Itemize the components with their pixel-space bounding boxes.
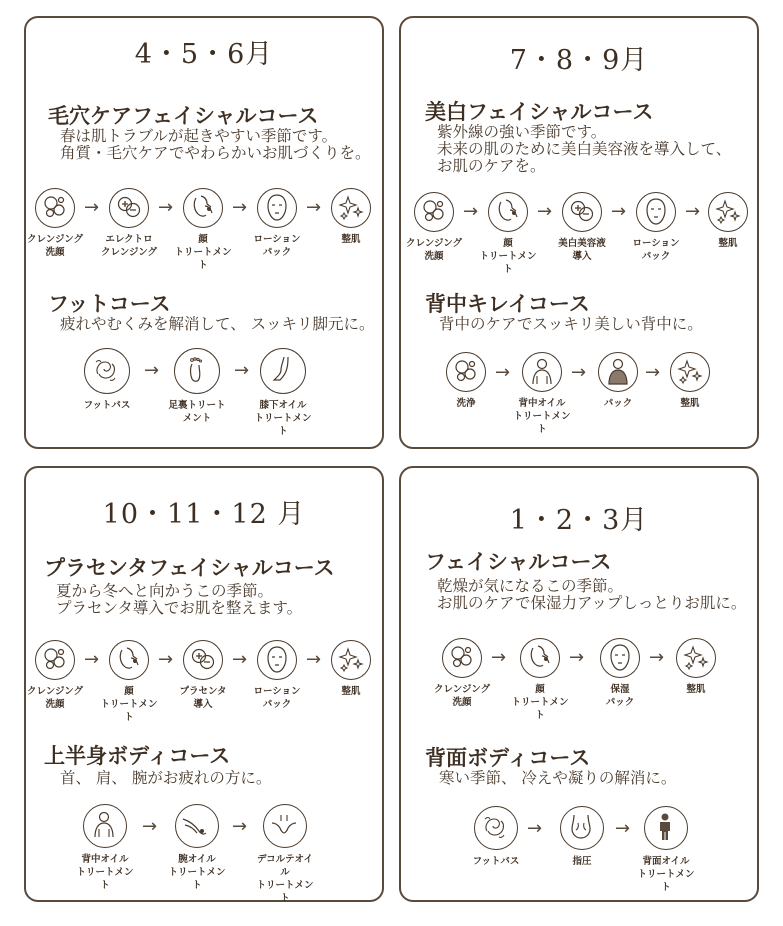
arrow-icon: → bbox=[611, 201, 627, 222]
electro-icon bbox=[113, 192, 145, 224]
panel-autumn bbox=[24, 466, 384, 902]
course-title-back-beauty: 背中キレイコース bbox=[425, 291, 590, 316]
bubbles-icon bbox=[450, 356, 482, 388]
step-foot-bath bbox=[76, 348, 138, 412]
step-label: 背中オイル トリートメント bbox=[76, 854, 134, 891]
step-label: 足裏トリートメント bbox=[168, 400, 226, 424]
step-label: デコルテオイル トリートメント bbox=[256, 854, 314, 904]
course-desc-foot: 疲れやむくみを解消して、 スッキリ脚元に。 bbox=[60, 315, 375, 333]
arrow-icon: → bbox=[527, 818, 543, 839]
sparkle-icon bbox=[680, 642, 712, 674]
step-skin-finish bbox=[659, 352, 721, 410]
arrow-icon: → bbox=[234, 360, 250, 381]
face-hand-icon bbox=[113, 644, 145, 676]
arrow-icon: → bbox=[649, 647, 665, 668]
step-label: フットバス bbox=[83, 400, 131, 411]
arrow-icon: → bbox=[491, 647, 507, 668]
course-desc-back-body: 寒い季節、 冷えや凝りの解消に。 bbox=[439, 769, 677, 787]
step-pack bbox=[587, 352, 649, 410]
step-label: 背中オイル トリートメント bbox=[513, 398, 571, 435]
course-desc-back-beauty: 背中のケアでスッキリ美しい背中に。 bbox=[439, 315, 703, 333]
face-mask-icon bbox=[261, 644, 293, 676]
swirl-icon bbox=[90, 354, 122, 386]
step-back-oil bbox=[74, 804, 136, 892]
step-label: クレンジング 洗顔 bbox=[433, 684, 491, 708]
step-arm-oil bbox=[166, 804, 228, 892]
step-label: ローション パック bbox=[253, 234, 301, 258]
season-title: 10・11・12 月 bbox=[102, 499, 306, 530]
back-icon bbox=[526, 356, 558, 388]
course-desc-pore-care: 春は肌トラブルが起きやすい季節です。 角質・毛穴ケアでやわらかいお肌づくりを。 bbox=[60, 127, 371, 162]
step-label: 整肌 bbox=[341, 686, 361, 697]
step-skin-finish bbox=[697, 192, 759, 250]
arrow-icon: → bbox=[84, 197, 100, 218]
step-skin-finish bbox=[320, 188, 382, 246]
step-back-oil bbox=[511, 352, 573, 436]
step-label: プラセンタ 導入 bbox=[179, 686, 227, 710]
step-label: 美白美容液 導入 bbox=[558, 238, 606, 262]
face-hand-icon bbox=[187, 192, 219, 224]
sparkle-icon bbox=[674, 356, 706, 388]
step-label: 整肌 bbox=[341, 234, 361, 245]
step-back-oil bbox=[635, 806, 697, 894]
step-label: 整肌 bbox=[718, 238, 738, 249]
step-label: フットバス bbox=[472, 856, 520, 867]
step-lotion-pack bbox=[246, 188, 308, 259]
course-desc-placenta: 夏から冬へと向かうこの季節。 プラセンタ導入でお肌を整えます。 bbox=[56, 582, 303, 617]
face-hand-icon bbox=[524, 642, 556, 674]
step-face-treatment bbox=[98, 640, 160, 724]
arrow-icon: → bbox=[142, 816, 158, 837]
sparkle-icon bbox=[335, 644, 367, 676]
step-label: 整肌 bbox=[680, 398, 700, 409]
step-cleansing bbox=[403, 192, 465, 263]
arrow-icon: → bbox=[306, 197, 322, 218]
step-label: クレンジング 洗顔 bbox=[26, 686, 84, 710]
step-label: クレンジング 洗顔 bbox=[405, 238, 463, 262]
panel-summer bbox=[399, 16, 759, 449]
arrow-icon: → bbox=[569, 647, 585, 668]
step-label: 顔 トリートメント bbox=[511, 684, 569, 721]
panel-winter bbox=[399, 466, 759, 902]
step-label: 背面オイル トリートメント bbox=[637, 856, 695, 893]
step-skin-finish bbox=[665, 638, 727, 696]
arrow-icon: → bbox=[645, 362, 661, 383]
panel-spring bbox=[24, 16, 384, 449]
face-hand-icon bbox=[492, 196, 524, 228]
step-leg-oil bbox=[252, 348, 314, 438]
arrow-icon: → bbox=[232, 816, 248, 837]
bubbles-icon bbox=[418, 196, 450, 228]
course-title-upper-body: 上半身ボディコース bbox=[44, 743, 231, 768]
step-label: 保湿 パック bbox=[605, 684, 635, 708]
step-skin-finish bbox=[320, 640, 382, 698]
step-moisture-pack bbox=[589, 638, 651, 709]
shiatsu-icon bbox=[565, 811, 597, 843]
step-label: パック bbox=[603, 398, 633, 409]
face-mask-icon bbox=[640, 196, 672, 228]
bubbles-icon bbox=[39, 644, 71, 676]
sparkle-icon bbox=[335, 192, 367, 224]
sparkle-icon bbox=[712, 196, 744, 228]
face-mask-icon bbox=[604, 642, 636, 674]
step-label: エレクトロ クレンジング bbox=[100, 234, 158, 258]
arrow-icon: → bbox=[158, 197, 174, 218]
step-face-treatment bbox=[172, 188, 234, 272]
face-mask-icon bbox=[261, 192, 293, 224]
course-title-placenta: プラセンタフェイシャルコース bbox=[44, 555, 335, 580]
step-sole-treatment bbox=[166, 348, 228, 425]
step-cleansing bbox=[431, 638, 493, 709]
step-label: 膝下オイル トリートメント bbox=[254, 400, 312, 437]
bubbles-icon bbox=[446, 642, 478, 674]
step-electro bbox=[98, 188, 160, 259]
arrow-icon: → bbox=[144, 360, 160, 381]
step-lotion-pack bbox=[625, 192, 687, 263]
electro-icon bbox=[187, 644, 219, 676]
step-label: 整肌 bbox=[686, 684, 706, 695]
arrow-icon: → bbox=[158, 649, 174, 670]
course-desc-facial: 乾燥が気になるこの季節。 お肌のケアで保湿力アップしっとりお肌に。 bbox=[437, 577, 747, 612]
body-back-icon bbox=[649, 811, 681, 843]
arrow-icon: → bbox=[615, 818, 631, 839]
course-title-back-body: 背面ボディコース bbox=[425, 745, 591, 770]
course-desc-whitening: 紫外線の強い季節です。 未来の肌のために美白美容液を導入して、 お肌のケアを。 bbox=[437, 123, 732, 175]
course-title-pore-care: 毛穴ケアフェイシャルコース bbox=[48, 103, 319, 128]
step-label: ローション パック bbox=[632, 238, 680, 262]
back-icon bbox=[88, 809, 120, 841]
step-label: 顔 トリートメント bbox=[479, 238, 537, 275]
bubbles-icon bbox=[39, 192, 71, 224]
foot-icon bbox=[180, 354, 212, 386]
step-whitening-serum bbox=[551, 192, 613, 263]
swirl-icon bbox=[479, 811, 511, 843]
step-label: 指圧 bbox=[572, 856, 592, 867]
course-title-foot: フットコース bbox=[48, 291, 171, 316]
step-label: ローション パック bbox=[253, 686, 301, 710]
step-label: 腕オイル トリートメント bbox=[168, 854, 226, 891]
arrow-icon: → bbox=[232, 197, 248, 218]
step-label: 顔 トリートメント bbox=[100, 686, 158, 723]
step-decollete-oil bbox=[254, 804, 316, 905]
season-title: 1・2・3月 bbox=[509, 505, 649, 536]
season-title: 4・5・6月 bbox=[134, 39, 274, 70]
arrow-icon: → bbox=[685, 201, 701, 222]
step-label: 顔 トリートメント bbox=[174, 234, 232, 271]
arrow-icon: → bbox=[84, 649, 100, 670]
step-foot-bath bbox=[465, 806, 527, 868]
step-face-treatment bbox=[477, 192, 539, 276]
step-face-treatment bbox=[509, 638, 571, 722]
arm-icon bbox=[180, 809, 212, 841]
course-desc-upper-body: 首、 肩、 腕がお疲れの方に。 bbox=[60, 769, 272, 787]
step-cleansing bbox=[24, 188, 86, 259]
arrow-icon: → bbox=[306, 649, 322, 670]
leg-icon bbox=[266, 354, 298, 386]
arrow-icon: → bbox=[571, 362, 587, 383]
electro-icon bbox=[566, 196, 598, 228]
season-title: 7・8・9月 bbox=[509, 45, 649, 76]
arrow-icon: → bbox=[463, 201, 479, 222]
step-placenta bbox=[172, 640, 234, 711]
step-label: クレンジング 洗顔 bbox=[26, 234, 84, 258]
decollete-icon bbox=[268, 809, 300, 841]
step-cleansing bbox=[24, 640, 86, 711]
step-label: 洗浄 bbox=[456, 398, 476, 409]
course-title-whitening: 美白フェイシャルコース bbox=[425, 99, 654, 124]
course-title-facial: フェイシャルコース bbox=[425, 549, 612, 574]
back-pack-icon bbox=[602, 356, 634, 388]
arrow-icon: → bbox=[495, 362, 511, 383]
step-shiatsu bbox=[551, 806, 613, 868]
step-lotion-pack bbox=[246, 640, 308, 711]
arrow-icon: → bbox=[232, 649, 248, 670]
arrow-icon: → bbox=[537, 201, 553, 222]
step-wash bbox=[435, 352, 497, 410]
